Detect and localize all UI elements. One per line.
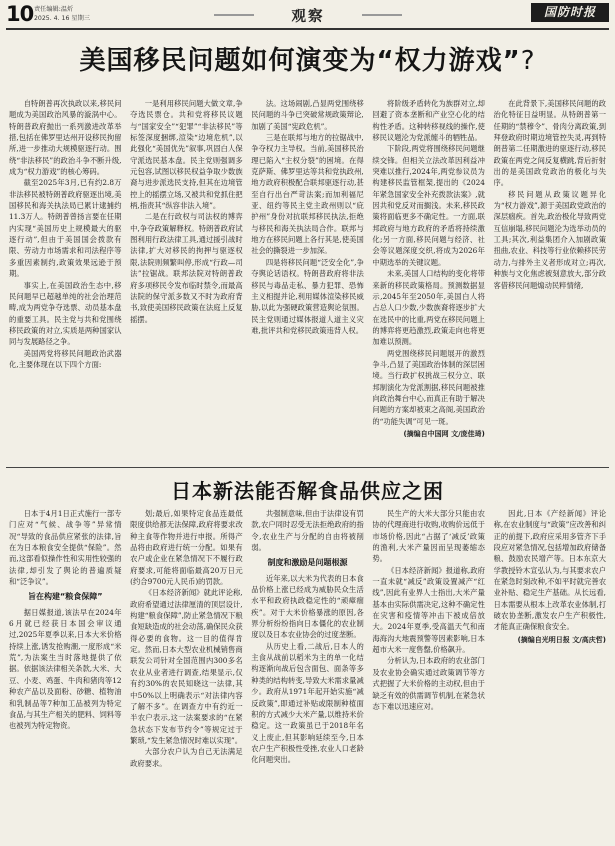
article1-paragraph: 在此背景下,美国移民问题的政治化特征日益明显。从特朗普第一任期的“禁穆令”、骨肉分离政策,到拜登政府时期边境管控失灵,再到特朗普第二任期激进的驱逐行动,移民政策在两党之间反复横跳,背后折射出的是美国政党政治的极化与失序。	[493, 99, 606, 188]
article1-paragraph: 法。这场闹剧,凸显两党围绕移民问题的斗争已突破常规政策辩论,加剧了美国“宪政危机”。	[251, 99, 364, 131]
section-deco-left	[214, 14, 254, 16]
editor-info	[34, 5, 90, 23]
masthead-logo: 国防时报	[531, 3, 609, 22]
article2-paragraph: 日本于4月1日正式施行一部专门应对“气候、战争等”异常情况“导致的食品供应紧张的法律,旨在为日本粮食安全提供“保险”。然而,这部看似操作性和实用性较强的法律,却引发了舆论的普遍质疑和“泛争议”。	[9, 509, 122, 587]
article2-credit: (摘编自光明日报 文/高庆哲)	[517, 635, 606, 644]
article2-headline: 日本新法能否解食品供应之困	[171, 479, 444, 503]
article2-paragraph: 从历史上看,二战后,日本人的主食从战前以稻米为主的单一化结构逐渐向战后包含面包、面条等多种类的结构转变,导致大米需求量减少。政府从1971年起开始实施“减反政策”,即通过补贴或限制种植面积的方式减少大米产量,以维持米价稳定。这一政策虽已于2018年名义上废止,但其影响延续至今,日本农户生产积极性受挫,农业人口老龄化问题突出。	[251, 641, 364, 765]
article1-body	[9, 98, 606, 464]
article1-column-5	[494, 98, 607, 464]
page-header	[6, 3, 609, 27]
article2-paragraph: 《日本经济新闻》报道称,政府一直未就“减反”政策设置减产“红线”,因此有业界人士指出,大米产量基本由实际供需决定,这种不确定性在灾害和疫情等冲击下被成倍放大。2024年夏季,受高温天气和南海海沟大地震预警等因素影响,日本超市大米一度售罄,价格飙升。	[372, 565, 485, 655]
section-deco-right	[362, 14, 402, 16]
article1-credit: (摘编自中国网 文/庞佳琦)	[403, 429, 485, 438]
article1-paragraph: 未来,美国人口结构的变化将带来新的移民政策格局。预测数据显示,2045年至2050年,美国白人将占总人口少数,少数族裔将逐步扩大在选民中的比重,两党在移民问题上的博弈将更趋激烈,政策走向也将更加难以预测。	[372, 269, 485, 347]
article2-paragraph: 划;最后,如果特定食品连最低限度供给都无法保障,政府将要求改种主食等作物并进行申报。所得产品将由政府进行统一分配。如果有农户或企业在紧急情况下不履行政府要求,可能将面临最高20万日元(约合9700元人民币)的罚款。	[130, 509, 243, 587]
article1-paragraph: 两党围绕移民问题展开的激烈争斗,凸显了美国政治体制的深层困境。当行政扩权挑战三权分立、联邦制演化为党派割据,移民问题被推向政治舞台中心,而真正有助于解决问题的方案却被束之高阁,美国政治的“功能失调”可见一斑。	[372, 348, 485, 426]
article1-paragraph: 美国两党将移民问题政治武器化,主要体现在以下四个方面:	[9, 348, 122, 369]
date-line: 2025. 4. 16 星期三	[34, 15, 90, 22]
article2-paragraph: 分析认为,日本政府的农业部门及农业协会确实通过政策调节等方式把握了大米价格的主动权,但由于缺乏有效的供需调节机制,在紧急状态下难以迅速应对。	[372, 656, 485, 711]
article2-paragraph: 共强制意味,但由于法律设有罚款,农户同时忍受无法拒绝政府的指令,农业生产与分配的自由将被削弱。	[251, 509, 364, 553]
article1-title-mark: ?	[520, 46, 536, 76]
article2-subheading: 旨在构建“粮食保障”	[27, 592, 103, 602]
article1-title: 美国移民问题如何演变为“权力游戏”	[79, 46, 521, 76]
article1-column-2	[130, 98, 243, 464]
article1-paragraph: 下阶段,两党将围绕移民问题继续交锋。但相关立法改革因利益冲突难以推行,2024年,两党参议员为构建移民监管框架,提出的《2024年紧急国家安全补充拨款法案》,就因共和党反对而搁浅。未来,移民政策将面临更多不确定性。一方面,联邦政府与地方政府的矛盾将持续激化;另一方面,移民问题与经济、社会等议题深度交织,将成为2026年中期选举的关键议题。	[372, 144, 485, 267]
article2-paragraph: 因此,日本《产经新闻》评论称,在农业制度与“政策”应改善和纠正的前提下,政府应采用多管齐下手段应对紧急情况,包括增加政府储备粮、鼓励农民增产等。日本东京大学教授铃木宣弘认为,与其要求农户在紧急时刻改种,不如平时就完善农业补贴、稳定生产基础。从长远看,日本需要从根本上改革农业体制,打破农协垄断,激发农户生产积极性,才能真正确保粮食安全。	[493, 509, 606, 632]
header-rule	[6, 28, 609, 30]
article1-column-4	[372, 98, 485, 464]
article2-paragraph: 民生产的大米大部分只能由农协的代理商进行收购,收购价远低于市场价格,因此“占据了‘减反’政策的渔利,大米产量因而呈现萎缩态势。	[372, 509, 485, 564]
article2-column-5	[494, 508, 607, 843]
section-title: 观察	[291, 9, 325, 25]
article2-paragraph: 《日本经济新闻》就此评论称,政府希望通过法律厘清的顶层设计,构建“粮食保障”,防止紧急情况下粮食短缺造成的社会动荡,确保民众获得必要的食物。这一目的值得肯定。然而,日本大型农业机械销售商联发公司针对全国范围内300多名农业从业者进行调查,结果显示,仅有约30%的农民知晓这一法律,其中50%以上明确表示“对法律内容了解不多”。在调查方中有约近一半农户表示,这一法案要求的“在紧急状态下发布节约令”等规定过于繁琐,“发生紧急情况时难以实现”。	[130, 588, 243, 745]
article1-paragraph: 移民问题从政策议题异化为“权力游戏”,源于美国政党政治的深层痼疾。首先,政治极化导致两党互信崩塌,移民问题沦为选举动员的工具;其次,利益集团介入加剧政策扭曲,农业、科技等行业依赖移民劳动力,与排外主义者形成对立;再次,种族与文化焦虑被刻意放大,部分政客借移民问题煽动民粹情绪,	[493, 189, 606, 290]
editor-line: 责任编辑:温炘	[34, 6, 74, 13]
article1-paragraph: 三是在联邦与地方的拉锯战中,争夺权力主导权。当前,美国移民治理已陷入“主权分裂”的困境。在得克萨斯、佛罗里达等共和党执政州,地方政府积极配合联邦驱逐行动,甚至自行出台严苛法案;而加利福尼亚、纽约等民主党主政州则以“庇护州”身份对抗联邦移民执法,拒绝与移民和海关执法局合作。联邦与地方在移民问题上各行其是,使美国社会的撕裂进一步加深。	[251, 133, 364, 256]
article2-body	[9, 508, 606, 843]
article-divider	[6, 467, 609, 468]
article1-headline	[6, 40, 609, 77]
article1-column-1	[9, 98, 122, 464]
article2-column-4	[372, 508, 485, 843]
page-number: 10	[6, 2, 34, 26]
article2-column-2	[130, 508, 243, 843]
article1-paragraph: 截至2025年3月,已有约2.8万非法移民被特朗普政府驱逐出境,美国移民和海关执法局已累计逮捕约11.3万人。特朗普曾扬言要在任期内实现“美国历史上规模最大的驱逐行动”,但由于美国国会拨款有限、劳动力市场需求和司法程序等多重因素制约,政策效果远逊于预期。	[9, 178, 122, 279]
article1-paragraph: 二是在行政权与司法权的博弈中,争夺政策解释权。特朗普政府试图利用行政法律工具,通过援引战时法律,扩大对移民的拘押与驱逐权限,法院则频繁叫停,形成“行政—司法”拉锯战。联邦法院对特朗普政府多项移民令发布临时禁令,而最高法院的保守派多数又不时为政府背书,致使美国移民政策在法庭上反复摇摆。	[130, 212, 243, 324]
article1-column-3	[251, 98, 364, 464]
article1-paragraph: 四是将移民问题“泛安全化”,争夺舆论话语权。特朗普政府将非法移民与毒品走私、暴力犯罪、恐怖主义相提并论,利用媒体渲染移民威胁,以此为强硬政策营造舆论氛围。民主党则通过媒体报道人道主义灾难,批评共和党移民政策违背人权。	[251, 257, 364, 335]
article2-column-3	[251, 508, 364, 843]
article1-paragraph: 一是利用移民问题大做文章,争夺选民票仓。共和党将移民议题与“国家安全”“犯罪”“非法移民”等标签深度捆绑,渲染“边境危机”,以此强化“美国优先”叙事,巩固白人保守派选民基本盘。民主党则强调多元包容,试图以移民权益争取少数族裔与进步派选民支持,但其在边境管控上的摇摆立场,又被共和党抓住把柄,指责其“纵容非法入境”。	[130, 99, 243, 211]
article2-paragraph: 大部分农户认为自己无法满足政府要求。	[130, 747, 243, 768]
article1-paragraph: 自特朗普再次执政以来,移民问题成为美国政治风暴的漩涡中心。特朗普政府抛出一系列激进改革举措,包括在佛罗里达州开设移民拘留所,进一步推动大规模驱逐行动。围绕“非法移民”的政治斗争不断升级,成为“权力游戏”的核心筹码。	[9, 99, 122, 177]
article1-paragraph: 事实上,在美国政治生态中,移民问题早已超越单纯的社会治理范畴,成为两党争夺选票、动员基本盘的重要工具。民主党与共和党围绕移民政策的对立,实质是两种国家认同与发展路径之争。	[9, 280, 122, 347]
article1-paragraph: 将阶级矛盾转化为族群对立,却回避了资本垄断和产业空心化的结构性矛盾。这种转移视线的操作,使移民议题沦为党派缠斗的牺牲品。	[372, 99, 485, 143]
article2-column-1	[9, 508, 122, 843]
article2-paragraph: 据日媒报道,该法早在2024年6月就已经获日本国会审议通过,2025年夏季以来,日本大米价格持续上涨,诱发抢购潮,一度形成“米荒”,为法案生当时落地提供了依据。依据该法律相关条款,大米、大豆、小麦、鸡蛋、牛肉和猪肉等12种农产品以及面粉、砂糖、植物油和乳制品等7种加工品被列为特定食品,与其生产相关的肥料、饲料等也被列为特定物资。	[9, 607, 122, 731]
article2-subheading: 制度和激励是问题根源	[267, 558, 348, 568]
article2-paragraph: 近年来,以大米为代表的日本食品价格上涨已经成为威胁民众生活水平和政府执政稳定性的“顽瘴痼疾”。对于大米价格暴涨的原因,各界分析纷纷指向日本僵化的农业制度以及日本农业协会的过度垄断。	[251, 573, 364, 640]
